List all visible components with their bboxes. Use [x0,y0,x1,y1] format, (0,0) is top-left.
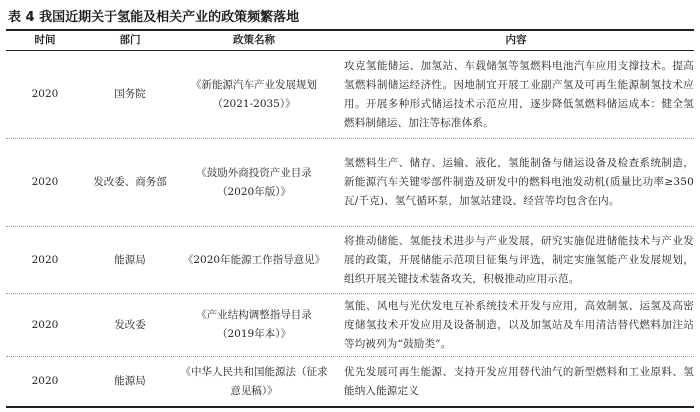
cell-policy-text: 《中华人民共和国能源法（征求意见稿）》 [180,365,328,397]
table-row [6,227,694,294]
cell-department: 能源局 [114,253,146,266]
header-time: 时间 [34,34,56,46]
cell-time: 2020 [31,253,59,266]
header-department: 部门 [119,34,141,46]
table-row [6,357,694,406]
cell-policy [176,227,332,293]
table-row [6,139,694,227]
cell-content [332,51,700,138]
table-title: 表 4 我国近期关于氢能及相关产业的政策频繁落地 [8,10,300,25]
cell-content [332,294,700,356]
cell-policy-text: 《新能源汽车产业发展规划（2021-2035）》 [191,78,317,110]
cell-policy-text: 《鼓励外商投资产业目录（2020年版）》 [196,166,312,198]
cell-department: 发改委 [114,318,146,331]
cell-content [332,227,700,293]
cell-time: 2020 [31,375,59,387]
cell-department: 发改委、商务部 [93,176,167,188]
cell-department: 能源局 [114,375,146,387]
cell-time: 2020 [31,176,59,188]
cell-policy [176,139,332,226]
header-content: 内容 [505,34,527,46]
header-policy: 政策名称 [233,34,275,46]
bottom-rule [6,406,694,408]
cell-content-text: 氢燃料生产、储存、运输、液化，氢能制备与储运设备及检查系统制造，新能源汽车关键零部件制造及研发中的燃料电池发动机(质量比功率≥350瓦/千克)、氢气循环泵，加氢站建设、经营等均包含在内。 [344,157,694,207]
cell-department: 国务院 [114,88,146,100]
cell-content-text: 氢能、风电与光伏发电互补系统技术开发与应用，高效制氢、运氢及高密度储氢技术开发应用及设备制造，以及加氢站及车用清洁替代燃料加注站等均被列为“鼓励类”。 [344,299,694,350]
cell-policy-text: 《产业结构调整指导目录（2019年本）》 [196,309,312,340]
cell-content-text: 攻克氢能储运、加氢站、车载储氢等氢燃料电池汽车应用支撑技术。提高氢燃料制储运经济性。因地制宜开展工业副产氢及可再生能源制氢技术应用。开展多种形式储运技术示范应用，逐步降低氢燃料储运成本：健全氢燃料制储运、加注等标准体系。 [344,59,694,129]
table-row [6,294,694,357]
cell-content [332,357,700,406]
cell-policy-text: 《2020年能源工作指导意见》 [182,253,326,266]
table-row [6,51,694,139]
cell-policy [176,51,332,138]
cell-policy [176,357,332,406]
cell-time: 2020 [31,88,59,100]
cell-content-text: 优先发展可再生能源、支持开发应用替代油气的新型燃料和工业原料、氢能纳入能源定义 [344,365,694,397]
cell-time: 2020 [31,318,59,331]
cell-policy [176,294,332,356]
cell-content-text: 将推动储能、氢能技术进步与产业发展，研究实施促进储能技术与产业发展的政策，开展储能示范项目征集与评选，制定实施氢能产业发展规划，组织开展关键技术装备攻关，积极推动应用示范。 [344,234,694,285]
cell-content [332,139,700,226]
